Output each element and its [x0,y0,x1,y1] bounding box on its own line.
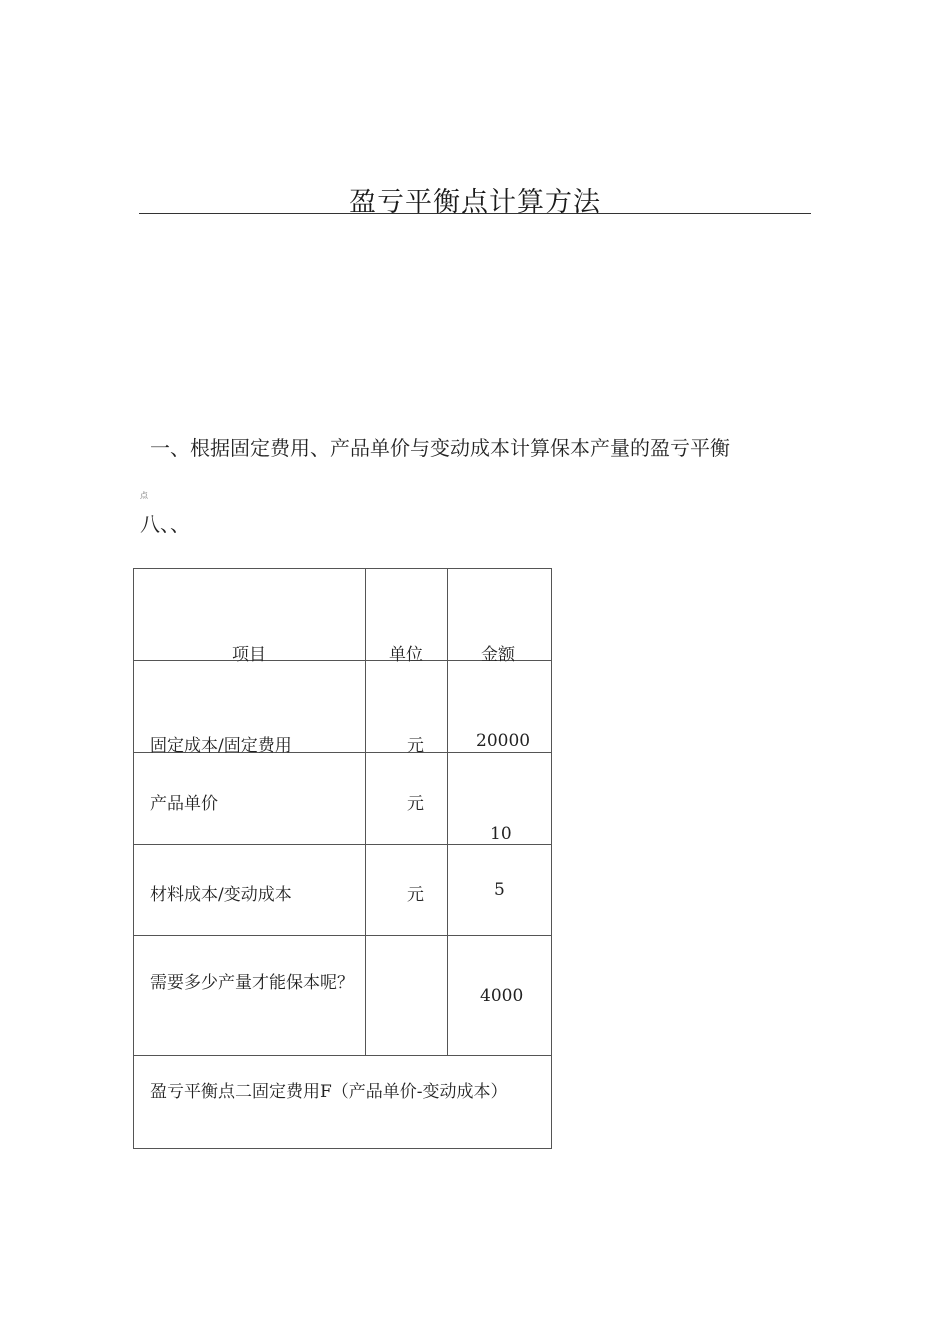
row-variable-cost-item: 材料成本/变动成本 [150,885,292,905]
breakeven-table [133,568,552,1149]
row-variable-cost-amount: 5 [494,880,505,900]
header-unit: 单位 [389,645,423,665]
row-unit-price-item: 产品单价 [150,794,218,814]
row-unit-price-amount: 10 [490,824,512,844]
tiny-mark: 点 [140,491,148,500]
page-title: 盈亏平衡点计算方法 [349,187,601,218]
header-amount: 金额 [481,645,515,665]
row-breakeven-amount: 4000 [480,986,524,1006]
heading-continuation: 八、、 [140,512,190,536]
row-fixed-cost-item: 固定成本/固定费用 [150,736,292,756]
row-fixed-cost-unit: 元 [407,736,424,756]
header-item: 项目 [232,645,266,665]
row-breakeven-question: 需要多少产量才能保本呢？ [150,973,354,993]
title-underline [139,213,811,214]
row-variable-cost-unit: 元 [407,885,424,905]
row-unit-price-unit: 元 [407,794,424,814]
breakeven-formula: 盈亏平衡点二固定费用F（产品单价-变动成本） [150,1082,508,1102]
row-fixed-cost-amount: 20000 [476,731,531,751]
section-heading: 一、根据固定费用、产品单价与变动成本计算保本产量的盈亏平衡 [150,436,730,460]
